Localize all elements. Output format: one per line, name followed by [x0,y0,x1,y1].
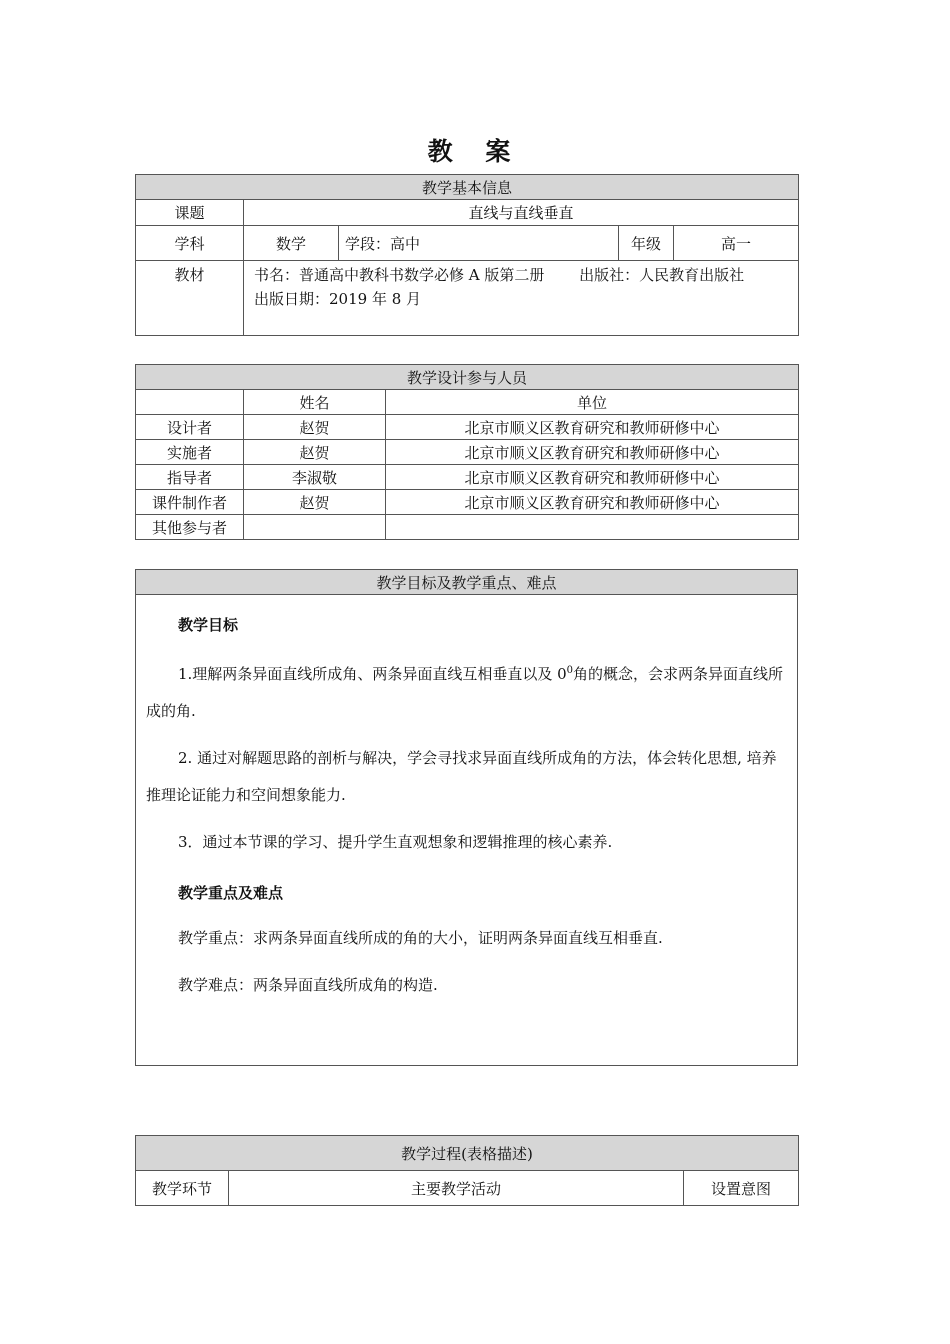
process-table [135,1135,799,1206]
topic-label: 课题 [136,200,244,226]
key-point: 教学重点：求两条异面直线所成的角的大小，证明两条异面直线互相垂直. [178,929,663,947]
unit: 北京市顺义区教育研究和教师研修中心 [386,465,799,490]
goal-1-text-a: 1.理解两条异面直线所成角、两条异面直线互相垂直以及 0 [178,665,567,683]
subject-label: 学科 [136,226,244,261]
goals-heading: 教学目标 [178,616,239,634]
textbook-label: 教材 [136,261,244,336]
table-row [136,440,799,465]
grade-value: 高一 [674,226,799,261]
person-name: 赵贺 [244,440,386,465]
col-name: 姓名 [244,390,386,415]
process-col-stage: 教学环节 [136,1171,229,1206]
person-name: 赵贺 [244,415,386,440]
key-points-heading: 教学重点及难点 [178,884,284,902]
goal-1-text-b: 角的概念，会求两条异面直线所成的角. [146,665,784,720]
stage-value: 学段：高中 [339,226,619,261]
person-name: 赵贺 [244,490,386,515]
goals-table [135,569,798,1066]
goal-1-sup: 0 [566,665,574,676]
unit: 北京市顺义区教育研究和教师研修中心 [386,490,799,515]
table-row [136,490,799,515]
unit [386,515,799,540]
person-name [244,515,386,540]
basic-info-table [135,174,799,336]
role: 课件制作者 [136,490,244,515]
role: 实施者 [136,440,244,465]
table-row [136,415,799,440]
role: 设计者 [136,415,244,440]
textbook-info [244,261,799,336]
textbook-line1: 书名：普通高中教科书数学必修 A 版第二册 出版社：人民教育出版社 [254,266,745,284]
col-unit: 单位 [386,390,799,415]
person-name: 李淑敬 [244,465,386,490]
role: 指导者 [136,465,244,490]
grade-label: 年级 [619,226,674,261]
unit: 北京市顺义区教育研究和教师研修中心 [386,415,799,440]
goals-header: 教学目标及教学重点、难点 [136,570,798,595]
unit: 北京市顺义区教育研究和教师研修中心 [386,440,799,465]
textbook-line2: 出版日期：2019 年 8 月 [254,290,422,308]
process-col-activity: 主要教学活动 [229,1171,684,1206]
table-row [136,515,799,540]
goals-body [136,595,798,1066]
table-row [136,465,799,490]
subject-value: 数学 [244,226,339,261]
difficulty: 教学难点：两条异面直线所成角的构造. [178,976,438,994]
participants-table [135,364,799,540]
page-title: 教 案 [427,137,523,166]
goal-1 [146,652,787,730]
goal-2: 2. 通过对解题思路的剖析与解决，学会寻找求异面直线所成角的方法，体会转化思想, 培养推理论证能力和空间想象能力. [146,749,777,804]
participants-header: 教学设计参与人员 [136,365,799,390]
role: 其他参与者 [136,515,244,540]
goal-3: 3．通过本节课的学习、提升学生直观想象和逻辑推理的核心素养. [178,833,613,851]
topic-value: 直线与直线垂直 [244,200,799,226]
empty-cell [136,390,244,415]
process-header: 教学过程(表格描述) [136,1136,799,1171]
process-col-intent: 设置意图 [684,1171,799,1206]
basic-info-header: 教学基本信息 [136,175,799,200]
